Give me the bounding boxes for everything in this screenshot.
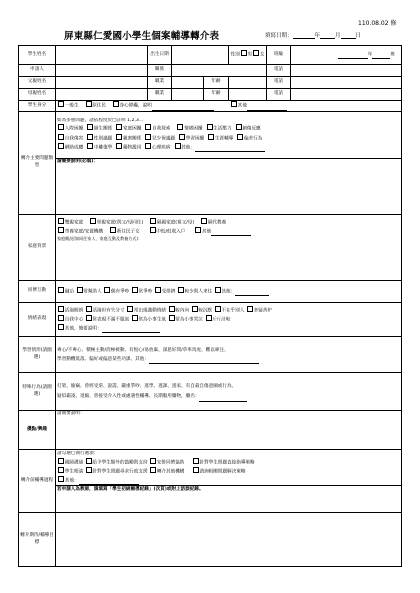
referral-option: 中離復學	[93, 145, 113, 151]
family-content	[56, 215, 402, 281]
referral-option: 師生關係	[93, 127, 113, 133]
family-option: 單親家庭(與父/母同住)	[96, 220, 144, 226]
learning-content[interactable]	[56, 337, 402, 373]
referral-option: 藥物濫用	[122, 145, 142, 151]
peer-checkbox[interactable]	[155, 287, 161, 293]
peer-other-blank[interactable]	[235, 289, 269, 296]
row-special	[19, 373, 402, 411]
process-checkbox[interactable]	[86, 458, 92, 464]
medicine-blank[interactable]	[199, 395, 247, 402]
referral-option: 其他：	[181, 145, 195, 151]
referral-option: 創傷反應	[242, 127, 261, 133]
day-unit: 日	[355, 33, 362, 39]
identity-option: 一般生	[64, 104, 79, 109]
referral-checkbox[interactable]	[116, 124, 122, 130]
identity-checkbox[interactable]	[113, 101, 119, 107]
applicant-field[interactable]	[56, 65, 148, 77]
process-option: 給予學生額外的鼓勵與支持	[92, 460, 148, 466]
peer-option: 其他：	[221, 289, 236, 295]
process-other-blank[interactable]	[79, 478, 139, 485]
process-option: 安排同儕協助	[156, 460, 185, 466]
peer-checkbox[interactable]	[104, 287, 110, 293]
special-line-2-text: 疑似霸凌、退縮、曾接受介入性或處遇性輔導、長期服用藥物，藥名：	[57, 393, 200, 399]
emotion-option: 不在乎別人	[221, 308, 245, 314]
emotion-options	[56, 303, 402, 337]
female-checkbox[interactable]	[253, 50, 259, 56]
father-occupation-field[interactable]	[172, 77, 204, 89]
fill-date-label: 填寫日期：	[265, 33, 293, 39]
referral-checkbox[interactable]	[207, 124, 213, 130]
peer-option: 受排擠	[161, 289, 176, 295]
identity-option: 其他	[237, 104, 247, 109]
family-checkbox[interactable]	[195, 227, 201, 233]
row-process	[19, 450, 402, 513]
process-line-2	[57, 467, 400, 476]
identity-options	[56, 101, 402, 112]
father-occupation-label: 職業	[148, 77, 172, 89]
mother-name-field[interactable]	[56, 89, 148, 101]
emotion-checkbox[interactable]	[169, 315, 175, 321]
row-identity	[19, 101, 402, 112]
peer-option: 常爭吵	[138, 289, 153, 295]
class-unit: 班	[390, 51, 395, 57]
process-checkbox[interactable]	[58, 476, 64, 482]
emotion-option: 常為小事哭泣	[175, 317, 203, 323]
mother-phone-label: 電話	[267, 89, 291, 101]
referral-option: 學習困擾	[185, 136, 205, 142]
process-prompt: 請勾選已執行選項：	[57, 451, 99, 456]
emotion-option: 活潑但有失分寸	[92, 308, 125, 314]
referral-explain[interactable]	[56, 159, 402, 215]
year-blank[interactable]	[293, 32, 315, 39]
referral-checkbox[interactable]	[175, 143, 181, 149]
father-name-field[interactable]	[56, 77, 148, 89]
referral-option: 自我探索	[152, 127, 171, 133]
process-option: 親師溝通	[64, 460, 84, 466]
row-referral-types	[19, 112, 402, 159]
emotion-option: 較內向	[175, 308, 190, 314]
goal-label: 轉介期待/輔導目標	[19, 513, 56, 567]
learning-label: 學習情形(請圈選)	[19, 337, 56, 373]
row-student	[19, 46, 402, 65]
family-checkbox[interactable]	[58, 227, 64, 233]
student-name-label: 學生姓名	[19, 46, 56, 65]
referral-checkbox[interactable]	[177, 124, 183, 130]
referral-checkbox[interactable]	[208, 134, 214, 140]
referral-option: 人際困擾	[64, 127, 84, 133]
special-label: 特殊行為(請圈選)	[19, 373, 56, 411]
page-title: 屏東縣仁愛國小學生個案輔導轉介表	[64, 31, 220, 42]
referral-option: 兒少保議題	[152, 136, 176, 142]
emotion-checkbox[interactable]	[86, 306, 92, 312]
emotion-checkbox[interactable]	[127, 306, 133, 312]
referral-checkbox[interactable]	[145, 124, 151, 130]
referral-checkbox[interactable]	[145, 134, 151, 140]
referral-option: 心理疾病	[152, 145, 171, 151]
family-option: 中低/低收入戶	[156, 229, 186, 235]
father-age-label: 年齡	[204, 77, 229, 89]
emotion-checkbox[interactable]	[86, 315, 92, 321]
emotion-option: 常表現不滿不服氣	[92, 317, 130, 323]
referral-checkbox[interactable]	[58, 143, 64, 149]
family-option: 寄養家庭/安置機構	[64, 229, 104, 235]
peer-checkbox[interactable]	[132, 287, 138, 293]
row-applicant	[19, 65, 402, 77]
emotion-checkbox[interactable]	[192, 306, 198, 312]
referral-option: 性別議題	[93, 136, 113, 142]
goal-field[interactable]	[56, 513, 402, 567]
identity-other-blank[interactable]	[247, 104, 287, 111]
family-option: 隔代教養	[207, 220, 227, 226]
learning-line-2	[57, 355, 400, 364]
gender-cell	[229, 46, 267, 65]
revision-note: 110.08.02 修	[358, 20, 397, 27]
emotion-option: 其他，簡要說明：	[64, 326, 102, 332]
process-option: 學生晤談	[64, 469, 84, 475]
process-checkbox[interactable]	[150, 467, 156, 473]
referral-checkbox[interactable]	[58, 124, 64, 130]
family-option: 隔親家庭(祖父/母)	[156, 220, 195, 226]
mother-age-label: 年齡	[204, 89, 229, 101]
referral-checkbox[interactable]	[58, 134, 64, 140]
referral-option: 偏差行為	[243, 136, 263, 142]
referral-line-2	[57, 134, 400, 143]
family-checkbox[interactable]	[58, 218, 64, 224]
father-phone-field[interactable]	[291, 77, 402, 89]
learning-line-1: 專心/不專心、積極主動/消極被動、有恆心/易放棄、深思好問/草率馬虎、難以專注、	[57, 347, 229, 353]
row-father	[19, 77, 402, 89]
grade-unit: 年	[367, 51, 373, 57]
row-emotion	[19, 303, 402, 337]
referral-checkbox[interactable]	[237, 134, 243, 140]
family-option: 其他	[201, 229, 212, 235]
birth-date-field[interactable]	[172, 46, 229, 65]
referral-option: 情緒困擾	[184, 127, 203, 133]
referral-option: 生涯輔導	[214, 136, 234, 142]
strengths-label: 優點/興趣	[19, 411, 56, 450]
identity-option: 原住民	[92, 104, 106, 109]
identity-checkbox[interactable]	[86, 101, 92, 107]
process-checkbox[interactable]	[150, 458, 156, 464]
referral-checkbox[interactable]	[236, 124, 242, 130]
process-checkbox[interactable]	[193, 467, 199, 473]
process-checkbox[interactable]	[86, 467, 92, 473]
class-label: 班級	[267, 46, 291, 65]
special-line-1: 打架、偷竊、曾經受虐、說謊、嚴重爭吵、逃學、逃課、逃家、有自殺自傷意圖或行為、	[57, 383, 237, 389]
father-phone-label: 電話	[267, 77, 291, 89]
referral-checkbox[interactable]	[87, 134, 93, 140]
emotion-checkbox[interactable]	[132, 315, 138, 321]
emotion-checkbox[interactable]	[247, 306, 253, 312]
referral-checkbox[interactable]	[87, 124, 93, 130]
student-name-field[interactable]	[56, 46, 148, 65]
process-option: 針對學生問題直接指導策略	[199, 460, 255, 466]
fill-date	[265, 31, 361, 39]
female-label: 女	[259, 53, 265, 58]
row-strengths	[19, 411, 402, 450]
applicant-phone-label: 電話	[267, 65, 291, 77]
family-line-1	[57, 218, 400, 227]
emotion-other-blank[interactable]	[102, 326, 160, 333]
process-option: 諮詢相關問題解決策略	[199, 469, 246, 475]
family-line-2	[57, 227, 400, 236]
process-option: 轉介其他機構	[156, 469, 185, 475]
referral-option: 網路成癮	[64, 145, 84, 151]
class-field[interactable]	[291, 46, 402, 65]
referral-table	[18, 45, 402, 567]
emotion-checkbox[interactable]	[206, 315, 212, 321]
row-family	[19, 215, 402, 281]
emotion-line-2	[57, 315, 400, 324]
relation-field[interactable]	[172, 65, 267, 77]
family-checkbox[interactable]	[110, 227, 116, 233]
emotion-option: 自我中心	[64, 317, 84, 323]
family-option: 雙親家庭	[64, 220, 84, 226]
referral-line-3	[57, 143, 400, 152]
peer-label: 同儕互動	[19, 281, 56, 303]
applicant-phone-field[interactable]	[291, 65, 402, 77]
family-checkbox[interactable]	[150, 218, 156, 224]
emotion-checkbox[interactable]	[58, 306, 64, 312]
mother-phone-field[interactable]	[291, 89, 402, 101]
emotion-option: 活潑開朗	[64, 308, 84, 314]
identity-checkbox[interactable]	[58, 101, 64, 107]
process-option: 其他：	[64, 478, 79, 484]
emotion-label: 情緒表現	[19, 303, 56, 337]
applicant-label: 申請人	[19, 65, 56, 77]
month-unit: 月	[335, 33, 341, 39]
row-learning	[19, 337, 402, 373]
peer-checkbox[interactable]	[77, 287, 83, 293]
learning-other-blank[interactable]	[149, 357, 259, 364]
referral-instruction: 如為多重問題，請依程度於□註明 1,2,3…	[57, 117, 144, 123]
process-line-3	[57, 476, 400, 485]
identity-option: 身心障礙，說明	[119, 104, 152, 109]
learning-line-2-text: 學習動機低落、偏好或偏惡某些功課、其他：	[57, 356, 149, 362]
family-option: 新住民子女	[116, 229, 140, 235]
family-checkbox[interactable]	[201, 218, 207, 224]
process-content	[56, 450, 402, 513]
emotion-option: 斤斤計較	[212, 317, 231, 323]
disability-blank[interactable]	[152, 104, 214, 111]
emotion-checkbox[interactable]	[58, 324, 64, 330]
referral-other-blank[interactable]	[195, 145, 265, 152]
emotion-option: 較沉默	[198, 308, 213, 314]
referral-checkbox[interactable]	[179, 134, 185, 140]
referral-label: 轉介主要問題類型	[19, 112, 56, 215]
year-unit: 年	[314, 33, 321, 39]
process-note: 若申請人為教師，請填寫「學生初級輔導紀錄」(次頁)或附上訪談紀錄。	[56, 485, 401, 494]
month-blank[interactable]	[320, 32, 335, 39]
class-blank[interactable]	[372, 52, 390, 59]
father-age-field[interactable]	[229, 77, 267, 89]
row-peer	[19, 281, 402, 303]
referral-checkbox[interactable]	[116, 143, 122, 149]
row-goal	[19, 513, 402, 567]
mother-age-field[interactable]	[229, 89, 267, 101]
family-label: 家庭背景	[19, 215, 56, 281]
emotion-line-1	[57, 306, 400, 315]
birth-date-label: 出生日期	[148, 46, 172, 65]
peer-option: 較少與人來往	[184, 289, 213, 295]
row-mother	[19, 89, 402, 101]
father-name-label: 父親姓名	[19, 77, 56, 89]
referral-checkbox[interactable]	[116, 134, 122, 140]
row-referral-explain	[19, 159, 402, 215]
family-checkbox[interactable]	[90, 218, 96, 224]
identity-checkbox[interactable]	[231, 101, 237, 107]
process-label: 轉介前輔導過程	[19, 450, 56, 513]
family-note: 家庭概況(如同住家人、家庭互動及教養方式)：	[57, 236, 143, 242]
emotion-checkbox[interactable]	[169, 306, 175, 312]
peer-option: 融洽	[64, 289, 74, 295]
strengths-prompt: 請簡要說明：	[57, 411, 85, 416]
family-checkbox[interactable]	[150, 227, 156, 233]
peer-option: 偶有爭吵	[110, 289, 130, 295]
mother-name-label: 母親姓名	[19, 89, 56, 101]
family-other-blank[interactable]	[211, 229, 251, 236]
process-line-1	[57, 458, 400, 467]
process-checkbox[interactable]	[193, 458, 199, 464]
referral-option: 親密關係	[122, 136, 142, 142]
process-option: 針對學生問題尋求行政支援	[92, 469, 148, 475]
peer-option: 常幫助人	[83, 289, 102, 295]
special-content[interactable]	[56, 373, 402, 411]
emotion-line-3	[57, 324, 400, 333]
referral-explain-label: 請簡要說明(必填)：	[57, 159, 98, 164]
emotion-checkbox[interactable]	[58, 315, 64, 321]
identity-label: 學生身分	[19, 101, 56, 112]
referral-option: 家庭困擾	[122, 127, 142, 133]
mother-occupation-label: 職業	[148, 89, 172, 101]
male-label: 男	[247, 53, 253, 58]
referral-option: 生活壓力	[213, 127, 232, 133]
mother-occupation-field[interactable]	[172, 89, 204, 101]
male-checkbox[interactable]	[241, 50, 247, 56]
emotion-option: 常出現激動情緒	[133, 308, 167, 314]
grade-blank[interactable]	[338, 52, 368, 59]
emotion-option: 多疑善妒	[253, 308, 272, 314]
process-checkbox[interactable]	[58, 458, 64, 464]
referral-options	[56, 112, 402, 159]
emotion-checkbox[interactable]	[215, 306, 221, 312]
emotion-option: 常為小事生氣	[138, 317, 167, 323]
special-line-2	[57, 392, 400, 402]
peer-options	[56, 281, 402, 303]
day-blank[interactable]	[341, 32, 356, 39]
referral-line-1	[57, 124, 400, 133]
peer-checkbox[interactable]	[178, 287, 184, 293]
gender-label: 性別	[230, 53, 240, 58]
referral-checkbox[interactable]	[87, 143, 93, 149]
referral-checkbox[interactable]	[145, 143, 151, 149]
strengths-field[interactable]	[56, 411, 402, 450]
relation-label: 關係	[148, 65, 172, 77]
peer-checkbox[interactable]	[215, 287, 221, 293]
referral-option: 自我傷害	[64, 136, 84, 142]
process-checkbox[interactable]	[58, 467, 64, 473]
peer-checkbox[interactable]	[58, 287, 64, 293]
